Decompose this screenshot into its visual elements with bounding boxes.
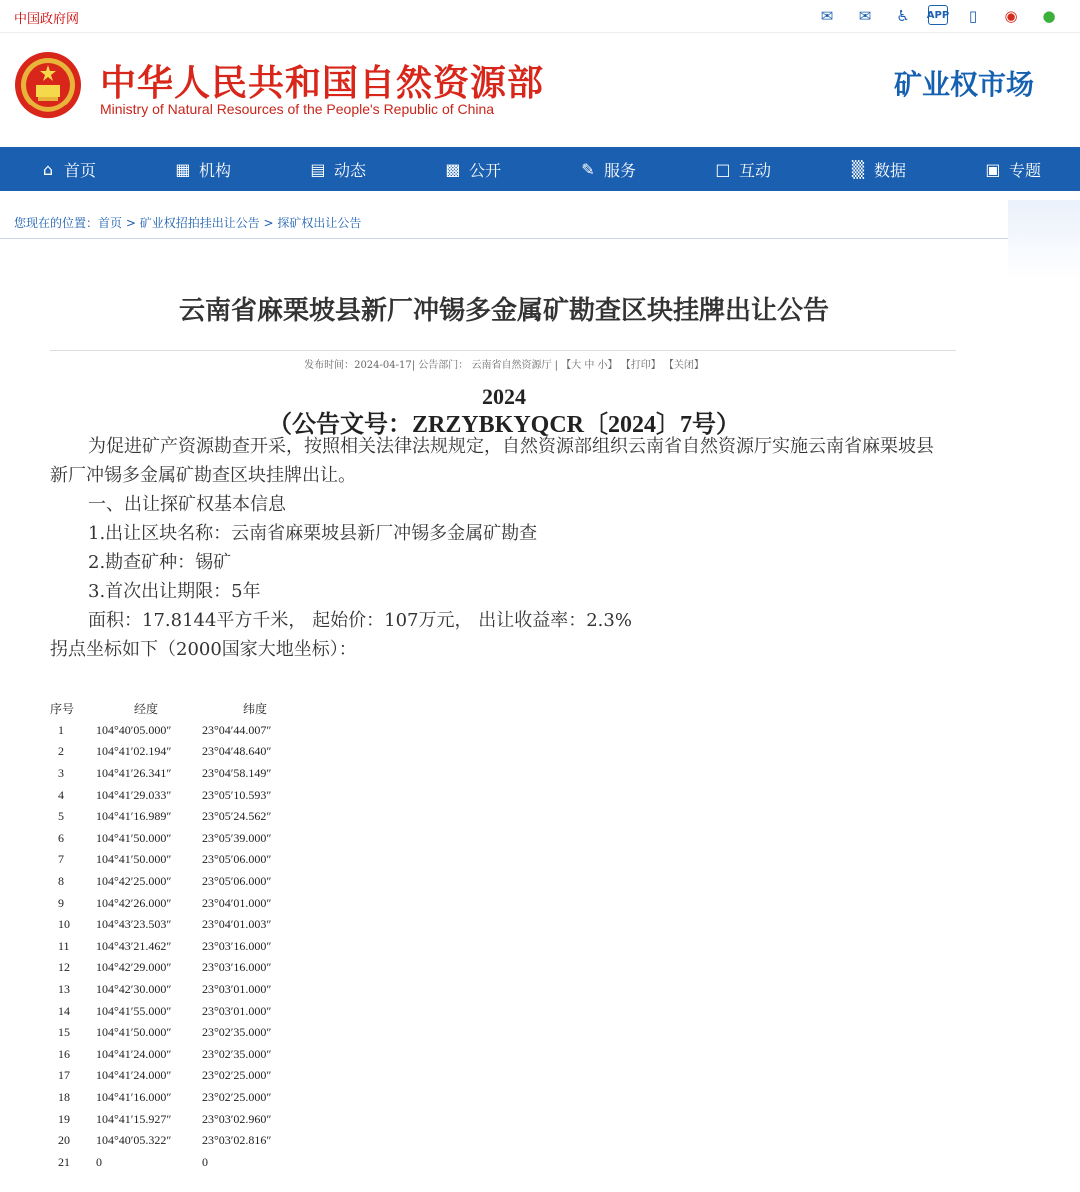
home-icon: ⌂	[42, 159, 54, 179]
row-index: 16	[58, 1046, 70, 1061]
table-row	[50, 914, 320, 936]
row-index: 8	[58, 874, 64, 889]
table-row	[50, 1065, 320, 1087]
row-index: 17	[58, 1068, 70, 1083]
row-index: 13	[58, 982, 70, 997]
nav-item-disclosure[interactable]: ▩ 公开	[445, 159, 501, 180]
row-latitude: 23°03′01.000″	[202, 982, 272, 997]
row-index: 5	[58, 809, 64, 824]
mail-alt-icon[interactable]: ✉	[858, 7, 872, 25]
row-latitude: 23°05′39.000″	[202, 830, 272, 845]
row-index: 4	[58, 787, 64, 802]
mineral-type: 2.勘查矿种：锡矿	[88, 552, 232, 573]
row-longitude: 104°41′50.000″	[96, 1025, 172, 1040]
row-index: 18	[58, 1089, 70, 1104]
row-longitude: 104°42′29.000″	[96, 960, 172, 975]
row-latitude: 23°04′44.007″	[202, 722, 272, 737]
row-index: 1	[58, 722, 64, 737]
row-longitude: 104°41′26.341″	[96, 766, 172, 781]
table-row	[50, 784, 320, 806]
row-longitude: 104°42′30.000″	[96, 982, 172, 997]
row-latitude: 23°05′06.000″	[202, 874, 272, 889]
row-longitude: 104°41′02.194″	[96, 744, 172, 759]
table-row	[50, 849, 320, 871]
row-latitude: 23°02′25.000″	[202, 1068, 272, 1083]
interact-icon: □	[715, 159, 731, 179]
table-row	[50, 741, 320, 763]
breadcrumb-sep: >	[259, 216, 278, 230]
term: 3.首次出让期限：5年	[88, 581, 261, 602]
nav-item-data[interactable]: ▒ 数据	[810, 147, 945, 191]
row-longitude: 104°42′25.000″	[96, 874, 172, 889]
row-longitude: 104°42′26.000″	[96, 895, 172, 910]
row-longitude: 104°41′24.000″	[96, 1046, 172, 1061]
news-icon: ▤	[310, 159, 326, 179]
service-icon: ✎	[581, 159, 595, 179]
row-latitude: 23°04′01.000″	[202, 895, 272, 910]
nav-item-interact[interactable]: □ 互动	[715, 159, 771, 180]
mobile-icon[interactable]: ▯	[968, 7, 978, 25]
doc-number: （公告文号：ZRZYBKYQCR〔2024〕7号）	[267, 412, 741, 438]
coordinates-table	[50, 698, 320, 1173]
row-latitude: 23°04′01.003″	[202, 917, 272, 932]
row-index: 3	[58, 766, 64, 781]
table-row	[50, 806, 320, 828]
table-row	[50, 828, 320, 850]
topic-icon: ▣	[985, 159, 1001, 179]
table-row	[50, 1087, 320, 1109]
row-index: 9	[58, 895, 64, 910]
row-longitude: 104°41′55.000″	[96, 1003, 172, 1018]
nav-item-topic[interactable]: ▣ 专题	[985, 159, 1041, 180]
table-row	[50, 763, 320, 785]
row-longitude: 104°40′05.000″	[96, 722, 172, 737]
article-meta: 发布时间：2024-04-17| 公告部门： 云南省自然资源厅 | 【大 中 小】 【打印】 【关闭】	[304, 360, 704, 371]
row-latitude: 0	[202, 1154, 208, 1169]
row-longitude: 104°41′24.000″	[96, 1068, 172, 1083]
breadcrumb-exploration[interactable]: 探矿权出让公告	[277, 216, 362, 230]
top-bar	[0, 0, 1080, 33]
weibo-icon[interactable]: ◉	[1004, 7, 1018, 25]
row-latitude: 23°05′06.000″	[202, 852, 272, 867]
row-index: 14	[58, 1003, 70, 1018]
breadcrumb-home[interactable]: 首页	[98, 216, 123, 230]
title-divider	[50, 350, 956, 351]
row-longitude: 104°43′23.503″	[96, 917, 172, 932]
row-latitude: 23°03′01.000″	[202, 1003, 272, 1018]
article-body	[50, 432, 950, 664]
row-latitude: 23°05′10.593″	[202, 787, 272, 802]
row-longitude: 0	[96, 1154, 102, 1169]
row-index: 2	[58, 744, 64, 759]
nav-item-home[interactable]: ⌂ 首页	[0, 147, 135, 191]
coord-intro: 拐点坐标如下（2000国家大地坐标）：	[50, 639, 357, 660]
row-index: 12	[58, 960, 70, 975]
row-latitude: 23°03′16.000″	[202, 938, 272, 953]
table-row	[50, 1000, 320, 1022]
site-subtitle: Ministry of Natural Resources of the People's Republic of China	[100, 101, 495, 117]
row-latitude: 23°04′48.640″	[202, 744, 272, 759]
row-latitude: 23°02′35.000″	[202, 1046, 272, 1061]
app-icon[interactable]: APP	[928, 5, 948, 25]
breadcrumb	[0, 200, 1008, 239]
area-price-rate: 面积：17.8144平方千米， 起始价：107万元， 出让收益率：2.3%	[88, 610, 632, 631]
nav-item-service[interactable]: ✎ 服务	[540, 147, 675, 191]
main-nav	[0, 147, 1080, 191]
table-body	[50, 720, 320, 1173]
section-title[interactable]: 矿业权市场	[893, 68, 1034, 101]
table-row	[50, 1044, 320, 1066]
block-name: 1.出让区块名称：云南省麻栗坡县新厂冲锡多金属矿勘查	[88, 523, 538, 544]
row-longitude: 104°41′29.033″	[96, 787, 172, 802]
article-title: 云南省麻栗坡县新厂冲锡多金属矿勘查区块挂牌出让公告	[178, 296, 829, 326]
disclosure-icon: ▩	[445, 159, 461, 179]
table-row	[50, 1130, 320, 1152]
row-latitude: 23°03′02.816″	[202, 1133, 272, 1148]
site-title: 中华人民共和国自然资源部	[100, 63, 545, 104]
header-longitude: 经度	[133, 702, 158, 717]
row-longitude: 104°43′21.462″	[96, 938, 172, 953]
table-row	[50, 871, 320, 893]
table-row	[50, 1022, 320, 1044]
row-latitude: 23°05′24.562″	[202, 809, 272, 824]
top-icon-group	[814, 5, 1062, 27]
intro-paragraph: 为促进矿产资源勘查开采，按照相关法律法规规定，自然资源部组织云南省自然资源厅实施云南省麻栗坡县新厂冲锡多金属矿勘查区块挂牌出让。	[50, 436, 934, 486]
breadcrumb-tender[interactable]: 矿业权招拍挂出让公告	[139, 216, 260, 230]
nav-item-news[interactable]: ▤ 动态	[310, 159, 366, 180]
table-row	[50, 936, 320, 958]
header-index: 序号	[50, 702, 75, 717]
wechat-icon[interactable]: ●	[1042, 7, 1056, 25]
row-longitude: 104°41′50.000″	[96, 830, 172, 845]
gov-portal-link[interactable]: 中国政府网	[14, 12, 80, 27]
row-longitude: 104°41′50.000″	[96, 852, 172, 867]
doc-year: 2024	[482, 384, 526, 409]
breadcrumb-prefix: 您现在的位置：	[14, 216, 99, 230]
row-longitude: 104°40′05.322″	[96, 1133, 172, 1148]
table-row	[50, 892, 320, 914]
row-latitude: 23°02′35.000″	[202, 1025, 272, 1040]
table-row	[50, 1108, 320, 1130]
row-index: 15	[58, 1025, 70, 1040]
table-row	[50, 720, 320, 742]
section-heading: 一、出让探矿权基本信息	[88, 494, 286, 515]
national-emblem	[14, 51, 82, 123]
breadcrumb-sep: >	[122, 216, 140, 230]
nav-item-org[interactable]: ▦ 机构	[175, 159, 231, 180]
table-row	[50, 1151, 320, 1173]
row-index: 10	[58, 917, 70, 932]
row-index: 20	[58, 1133, 70, 1148]
header-latitude: 纬度	[242, 702, 267, 717]
data-icon: ▒	[851, 159, 865, 179]
row-latitude: 23°02′25.000″	[202, 1089, 272, 1104]
row-latitude: 23°03′16.000″	[202, 960, 272, 975]
row-longitude: 104°41′16.000″	[96, 1089, 172, 1104]
site-header	[0, 33, 1080, 147]
side-decoration	[1008, 200, 1080, 280]
row-latitude: 23°03′02.960″	[202, 1111, 272, 1126]
table-row	[50, 957, 320, 979]
row-index: 11	[58, 938, 70, 953]
row-index: 6	[58, 830, 64, 845]
row-index: 21	[58, 1154, 70, 1169]
mail-icon[interactable]: ✉	[820, 7, 834, 25]
accessibility-icon[interactable]: ♿	[896, 7, 910, 25]
row-index: 19	[58, 1111, 70, 1126]
org-icon: ▦	[175, 159, 191, 179]
table-row	[50, 979, 320, 1001]
row-latitude: 23°04′58.149″	[202, 766, 272, 781]
row-index: 7	[58, 852, 64, 867]
row-longitude: 104°41′16.989″	[96, 809, 172, 824]
table-header	[50, 698, 320, 720]
row-longitude: 104°41′15.927″	[96, 1111, 172, 1126]
